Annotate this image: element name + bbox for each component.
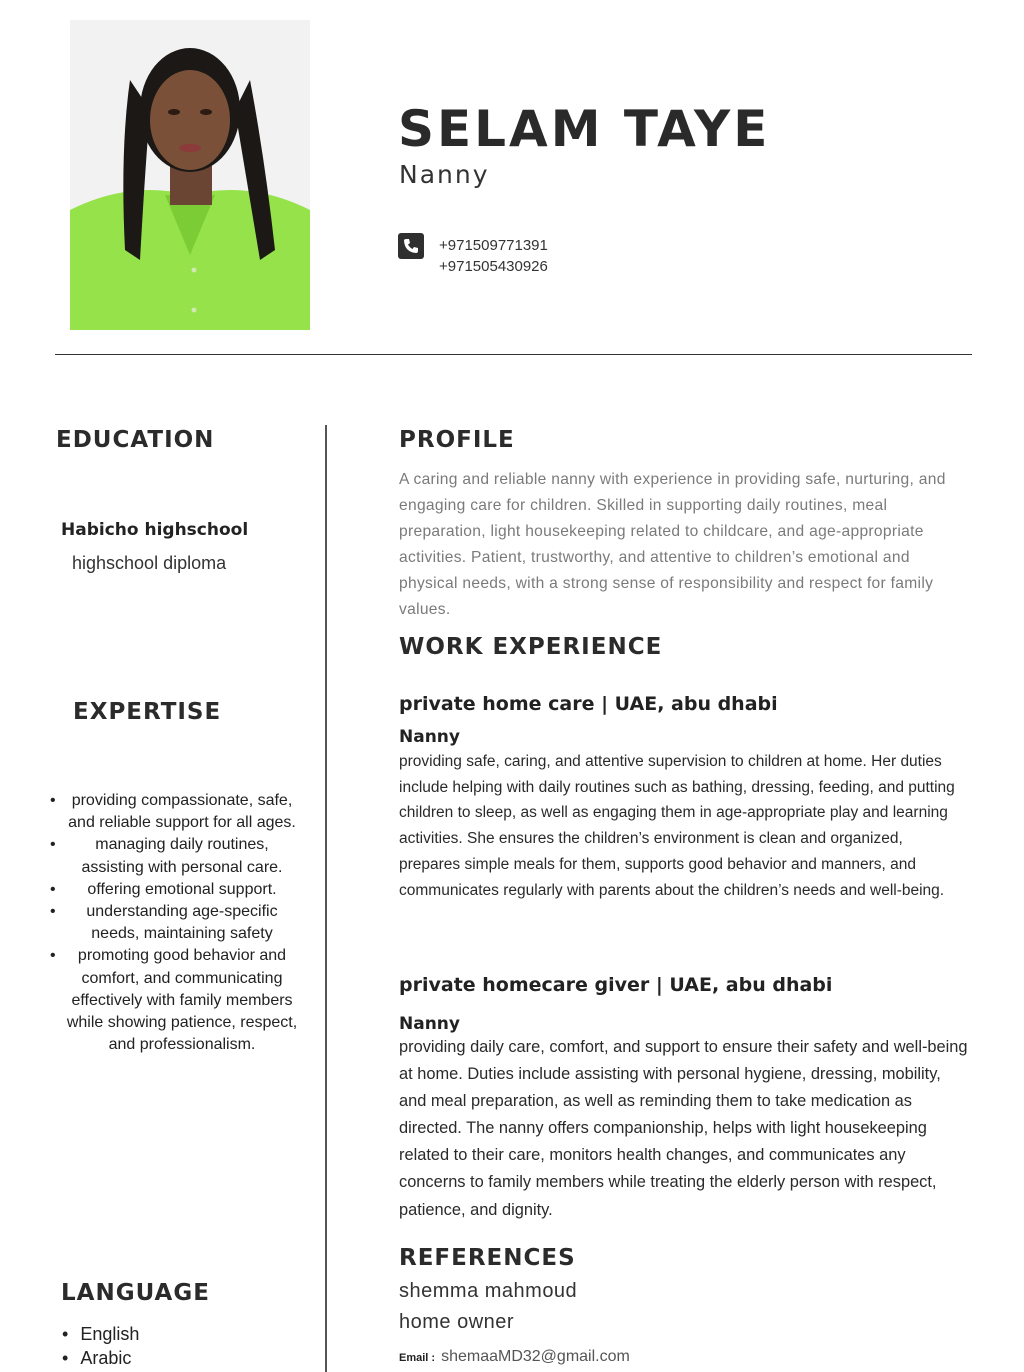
education-heading: EDUCATION <box>56 427 215 453</box>
candidate-name: SELAM TAYE <box>398 100 771 158</box>
profile-summary: A caring and reliable nanny with experience in providing safe, nurturing, and engaging care for children. Skilled in supporting daily routines, meal preparation, light housekeeping related to childcare, and age-appropriate activities. Patient, trustworthy, and attentive to children’s emotional and physical needs, with a strong sense of responsibility and respect for family values. <box>399 471 946 618</box>
job-description: providing daily care, comfort, and support to ensure their safety and well-being at home. Duties include assisting with personal hygiene, dressing, mobility, and meal preparation, as well as reminding them to take medication as directed. The nanny offers companionship, helps with light housekeeping related to their care, monitors health changes, and communicates any concerns to family members while treating the elderly person with respect, patience, and dignity. <box>399 1038 968 1219</box>
degree: highschool diploma <box>72 553 227 573</box>
reference-role: home owner <box>399 1311 515 1333</box>
portrait-illustration <box>70 20 310 330</box>
reference-email <box>399 1348 630 1366</box>
list-item: • managing daily routines, assisting with personal care. <box>50 834 300 878</box>
job-role: Nanny <box>399 727 460 747</box>
list-item: • Arabic <box>62 1346 139 1370</box>
phone-numbers <box>439 235 548 277</box>
list-item: • providing compassionate, safe, and reliable support for all ages. <box>50 790 300 834</box>
language-list <box>62 1322 139 1370</box>
job-title: private home care | UAE, abu dhabi <box>399 693 778 715</box>
email-address[interactable]: shemaaMD32@gmail.com <box>441 1348 630 1365</box>
expertise-heading: EXPERTISE <box>73 699 222 725</box>
list-item: • offering emotional support. <box>50 879 300 901</box>
profile-photo <box>70 20 310 330</box>
candidate-role: Nanny <box>399 160 490 189</box>
phone-number-1[interactable]: +971509771391 <box>439 237 548 254</box>
profile-heading: PROFILE <box>399 427 515 453</box>
phone-icon <box>398 233 424 259</box>
list-item: • promoting good behavior and comfort, and communicating effectively with family members while showing patience, respect, and professionalism. <box>50 945 300 1056</box>
email-label: Email : <box>399 1352 436 1364</box>
phone-number-2[interactable]: +971505430926 <box>439 258 548 275</box>
list-item: • English <box>62 1322 139 1346</box>
column-divider <box>325 425 327 1372</box>
list-item: • understanding age-specific needs, maintaining safety <box>50 901 300 945</box>
language-heading: LANGUAGE <box>61 1280 210 1306</box>
job-role: Nanny <box>399 1014 460 1034</box>
job-title: private homecare giver | UAE, abu dhabi <box>399 974 833 996</box>
work-experience-heading: WORK EXPERIENCE <box>399 634 663 660</box>
job-description: providing safe, caring, and attentive supervision to children at home. Her duties include helping with daily routines such as bathing, dressing, feeding, and putting children to sleep, as well as engaging them in age-appropriate play and learning activities. She ensures the children’s environment is clean and organized, prepares simple meals for them, supports good behavior and manners, and communicates regularly with parents about the children’s needs and well-being. <box>399 753 955 899</box>
references-heading: REFERENCES <box>399 1245 576 1271</box>
reference-name: shemma mahmoud <box>399 1280 578 1302</box>
header-divider <box>55 354 972 355</box>
expertise-list <box>50 790 300 1056</box>
school-name: Habicho highschool <box>61 520 249 540</box>
